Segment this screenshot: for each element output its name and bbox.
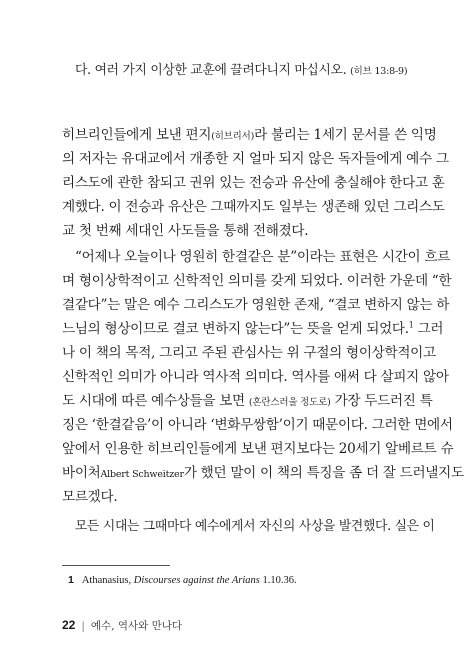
footnote: 1 Athanasius, Discourses against the Arians 1.10.36. (68, 574, 297, 586)
text-line: 나 이 책의 목적, 그리고 주된 관심사는 위 구절의 형이상학적이고 (62, 345, 436, 361)
quote-line: 다. 여러 가지 이상한 교훈에 끌려다니지 마십시오. (히브 13:8-9) (75, 63, 408, 78)
footer-separator: | (81, 620, 85, 632)
text-line: 의 저자는 유대교에서 개종한 지 얼마 되지 않은 독자들에게 예수 그 (62, 151, 449, 167)
page-number: 22 (62, 618, 76, 632)
book-title: Discourses against the Arians (133, 575, 260, 586)
text-line: 앞에서 인용한 히브리인들에게 보낸 편지보다는 20세기 알베르트 슈 (62, 441, 454, 457)
gloss: (혼란스러울 정도로) (248, 397, 331, 408)
text-line: 바이처Albert Schweitzer가 했던 말이 이 책의 특징을 좀 더 잘 드러낼지도 (62, 465, 464, 481)
quote-line: 모든 시대는 그때마다 예수에게서 자신의 사상을 발견했다. 실은 이 (75, 519, 435, 534)
running-title: 예수, 역사와 만나다 (90, 620, 183, 632)
gloss: Albert Schweitzer (100, 469, 184, 480)
text-line: 도 시대에 따른 예수상들을 보면 (혼란스러울 정도로) 가장 두드러진 특 (62, 393, 433, 409)
text-line: 리스도에 관한 참되고 권위 있는 전승과 유산에 충실해야 한다고 훈 (62, 175, 445, 191)
footnote-marker: 1 (408, 320, 414, 330)
page-footer (62, 618, 182, 633)
text-line: 모르겠다. (62, 489, 118, 505)
text-line: 징은 ‘한결같음’이 아니라 ‘변화무쌍함’이기 때문이다. 그러한 면에서 (62, 417, 453, 433)
text-line: 느님의 형상이므로 결코 변하지 않는다”는 뜻을 얻게 되었다.$^1$ 그러 (62, 320, 444, 337)
gloss: (히브리서) (211, 131, 255, 142)
text-line: 히브리인들에게 보낸 편지(히브리서)라 불리는 1세기 문서를 쓴 익명 (62, 127, 437, 143)
text-line: 신학적인 의미가 아니라 역사적 의미다. 역사를 애써 다 살피지 않아 (62, 369, 449, 385)
text-line: “어제나 오늘이나 영원히 한결같은 분”이라는 표현은 시간이 흐르 (75, 249, 451, 265)
text-line: 결같다”는 말은 예수 그리스도가 영원한 존재, “결코 변하지 않는 하 (62, 297, 450, 313)
footnote-divider (62, 565, 170, 566)
scripture-reference: (히브 13:8-9) (350, 66, 408, 77)
text-line: 교 첫 번째 세대인 사도들을 통해 전해졌다. (62, 223, 309, 239)
footnote-number: 1 (68, 574, 74, 586)
text-line: 계했다. 이 전승과 유산은 그때까지도 일부는 생존해 있던 그리스도 (62, 199, 445, 215)
text-line: 며 형이상학적이고 신학적인 의미를 갖게 되었다. 이러한 가운데 “한 (62, 273, 452, 289)
